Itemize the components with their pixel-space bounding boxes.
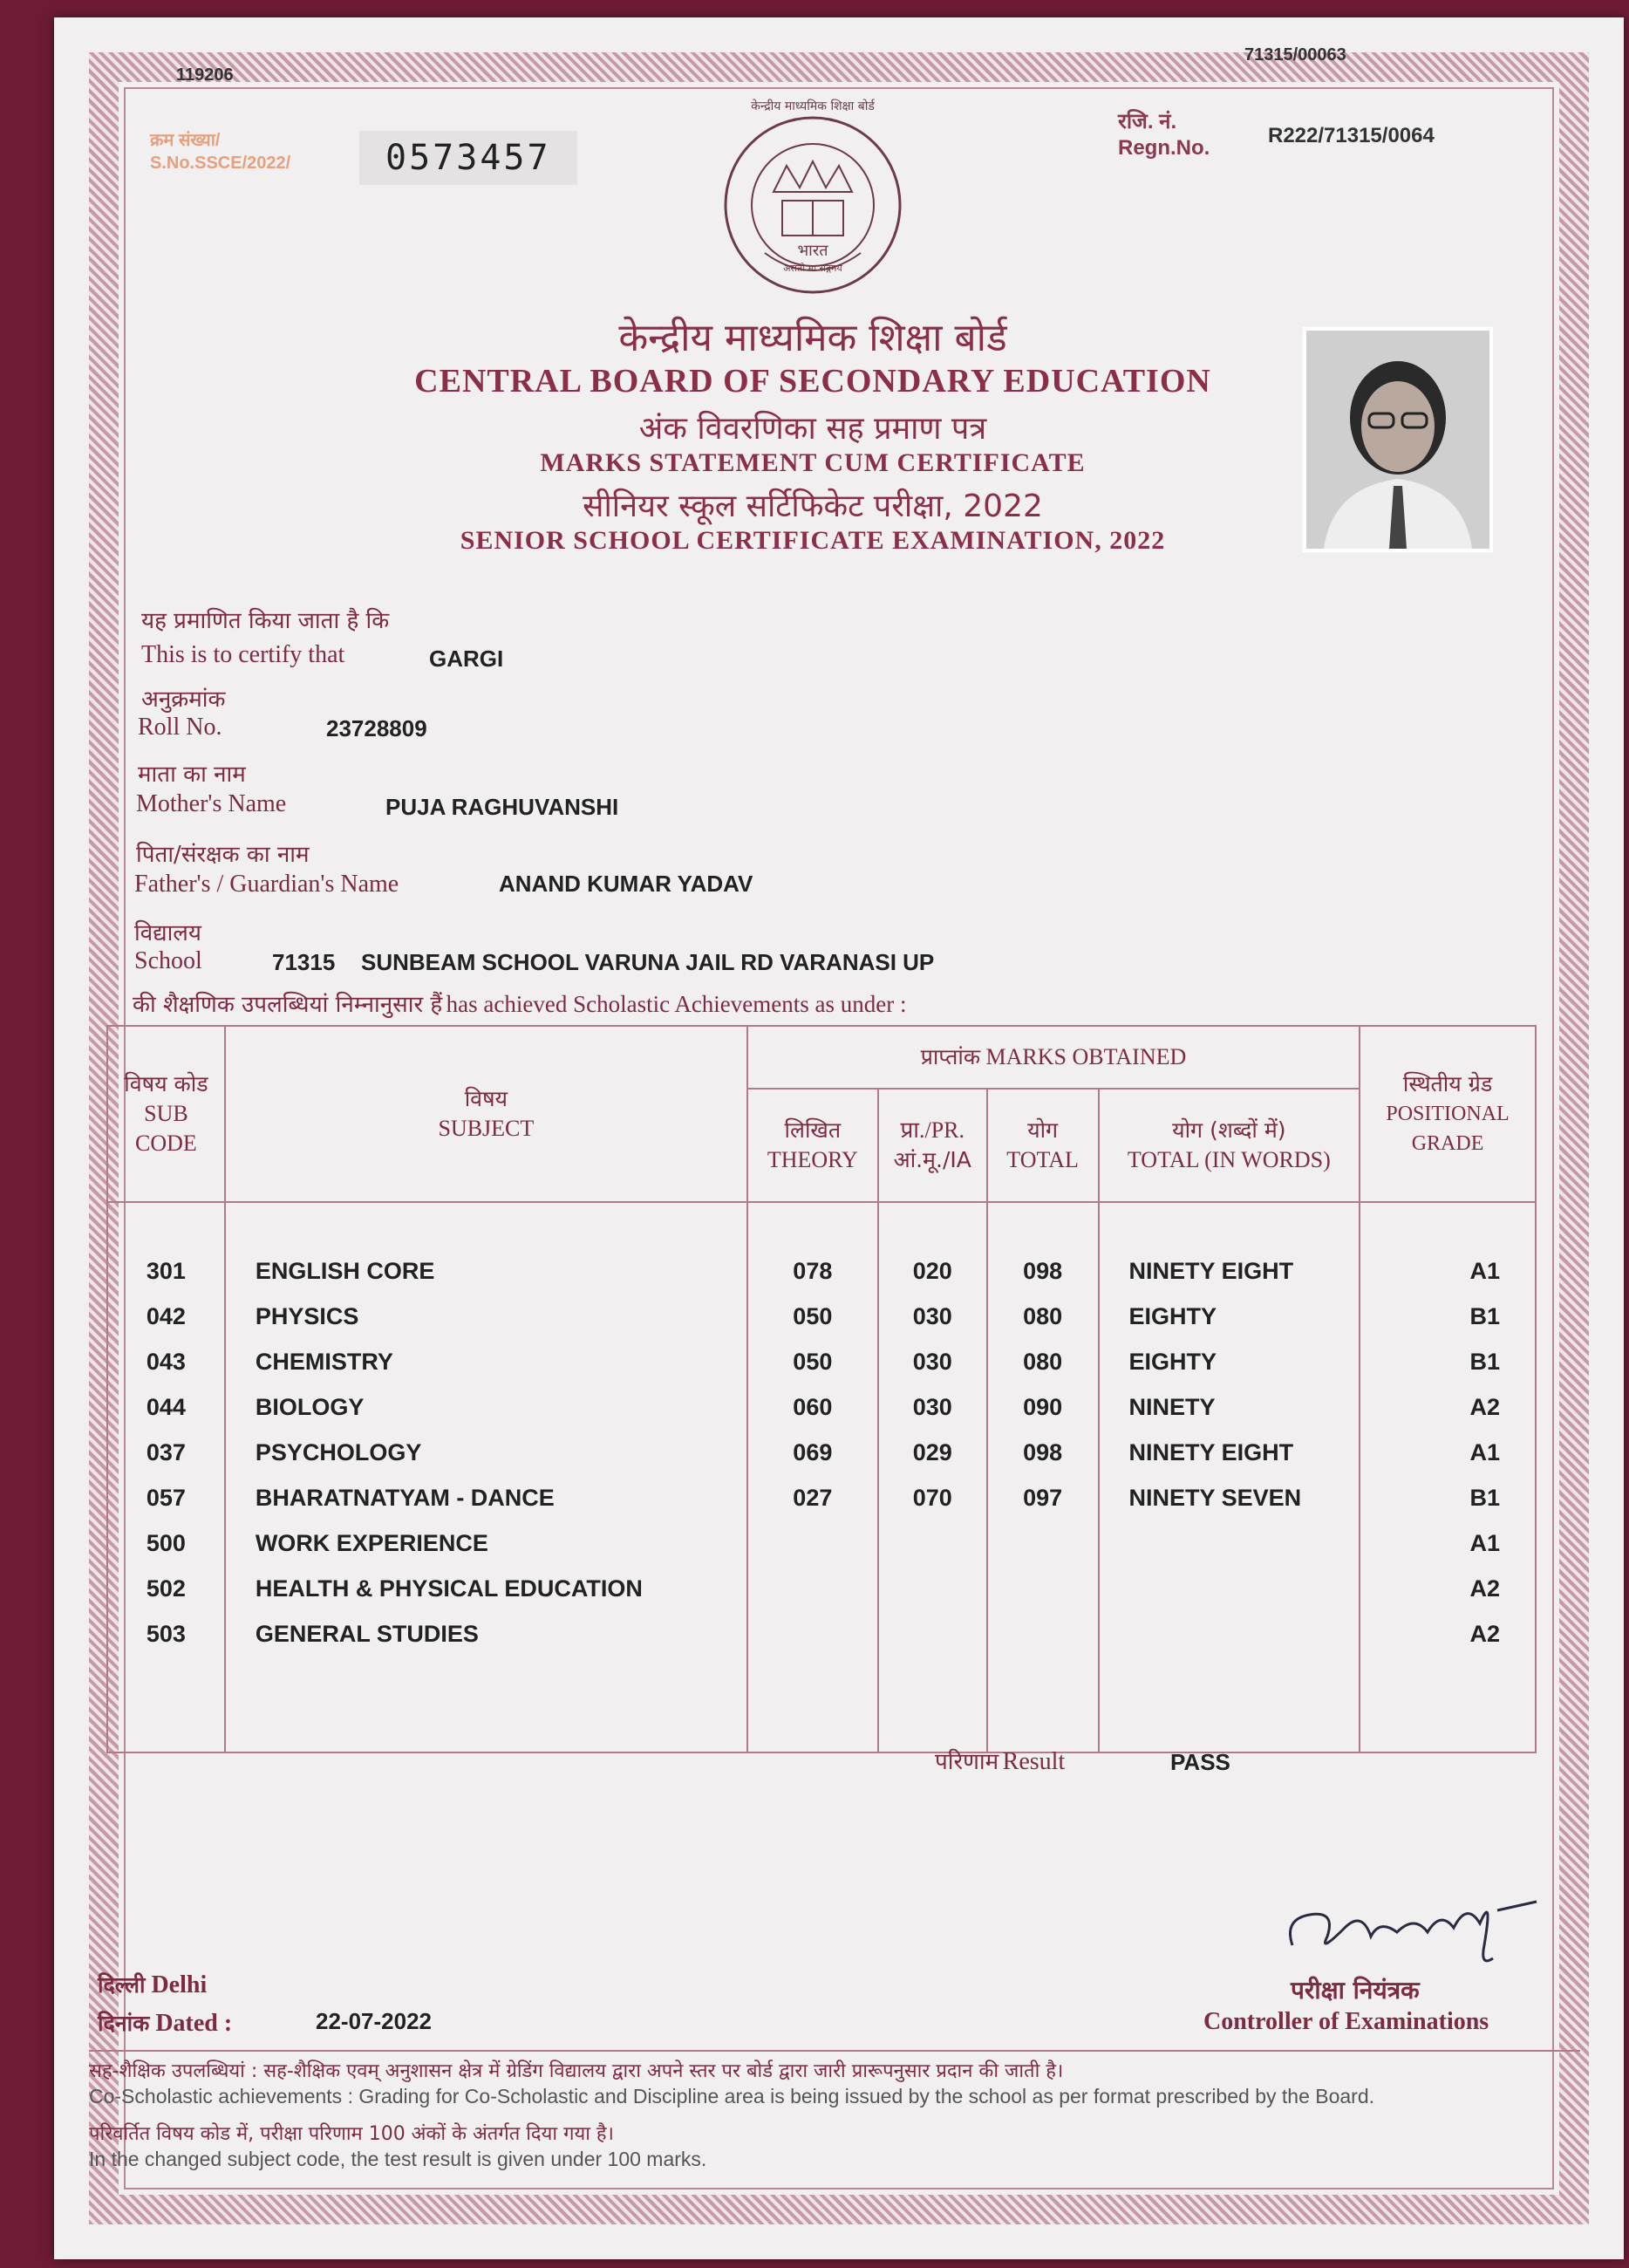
sub-code-cell: 057 [107, 1475, 225, 1520]
result-label-en: Result [1002, 1748, 1066, 1775]
school-label-en: School [134, 947, 202, 974]
header-total-words-hi: योग (शब्दों में) [1172, 1117, 1286, 1143]
grade-cell: A1 [1360, 1520, 1536, 1566]
table-row [107, 1430, 1536, 1475]
practical-cell: 020 [878, 1248, 987, 1294]
header-practical-en: आं.मू./IA [893, 1147, 971, 1172]
table-row [107, 1611, 1536, 1657]
table-row [107, 1248, 1536, 1294]
empty-cell [1099, 1657, 1360, 1752]
dated-line [98, 2008, 232, 2038]
theory-cell: 078 [747, 1248, 878, 1294]
header-practical [878, 1089, 987, 1202]
total-cell: 097 [987, 1475, 1099, 1520]
mother-name: PUJA RAGHUVANSHI [385, 794, 619, 820]
achieved-label-hi: की शैक्षणिक उपलब्धियां निम्नानुसार हैं [133, 992, 443, 1018]
place-en: Delhi [151, 1971, 208, 1998]
controller-en: Controller of Examinations [1203, 2008, 1489, 2035]
serial-right: 71315/00063 [1244, 45, 1346, 65]
theory-cell: 050 [747, 1294, 878, 1339]
grade-cell: B1 [1360, 1339, 1536, 1384]
table-row [107, 1566, 1536, 1611]
student-photo [1303, 327, 1493, 552]
total-words-cell: EIGHTY [1099, 1294, 1360, 1339]
emblem-text-top: केन्द्रीय माध्यमिक शिक्षा बोर्ड [751, 99, 875, 113]
total-words-cell [1099, 1566, 1360, 1611]
sr-no-label-hi: क्रम संख्या/ [150, 131, 221, 150]
marks-table [106, 1025, 1537, 1753]
note2-en: In the changed subject code, the test result is given under 100 marks. [89, 2148, 707, 2170]
title-block [298, 310, 1327, 556]
sr-no-value: 0573457 [359, 131, 577, 185]
sub-code-cell: 301 [107, 1248, 225, 1294]
roll-number: 23728809 [326, 715, 427, 741]
header-marks-obtained [747, 1026, 1360, 1089]
issue-date: 22-07-2022 [316, 2008, 432, 2034]
cert-title-en: MARKS STATEMENT CUM CERTIFICATE [540, 448, 1086, 477]
place-line [98, 1970, 207, 1999]
subject-cell: GENERAL STUDIES [225, 1611, 747, 1657]
controller-hi: परीक्षा नियंत्रक [1291, 1976, 1420, 2005]
header-total [987, 1089, 1099, 1202]
note1-hi: सह-शैक्षिक उपलब्धियां : सह-शैक्षिक एवम् अनुशासन क्षेत्र में ग्रेडिंग विद्यालय द्वारा अपने स्तर पर बोर्ड द्वारा जारी प्रारूपनुसार प्रदान की जाती है। [89, 2060, 1064, 2082]
theory-cell: 060 [747, 1384, 878, 1430]
empty-cell [878, 1657, 987, 1752]
theory-cell [747, 1611, 878, 1657]
header-subject [225, 1026, 747, 1202]
table-row [107, 1520, 1536, 1566]
regn-label-en: Regn.No. [1118, 136, 1210, 160]
empty-cell [987, 1657, 1099, 1752]
grade-cell: A2 [1360, 1611, 1536, 1657]
result-line [935, 1745, 1065, 1776]
note1-en: Co-Scholastic achievements : Grading for Co-Scholastic and Discipline area is being issued by the school as per format prescribed by the Board. [89, 2085, 1375, 2107]
cert-title-hi: अंक विवरणिका सह प्रमाण पत्र [638, 411, 987, 447]
father-name: ANAND KUMAR YADAV [499, 871, 753, 897]
subject-cell: PHYSICS [225, 1294, 747, 1339]
roll-label-en: Roll No. [138, 714, 222, 741]
header-theory [747, 1089, 878, 1202]
header-total-en: TOTAL [1006, 1147, 1079, 1172]
school-code: 71315 [272, 949, 336, 975]
header-total-words [1099, 1089, 1360, 1202]
total-cell [987, 1566, 1099, 1611]
note2-hi: परिवर्तित विषय कोड में, परीक्षा परिणाम 100 अंकों के अंतर्गत दिया गया है। [89, 2123, 614, 2145]
achieved-label-en: has achieved Scholastic Achievements as under : [446, 991, 907, 1017]
sub-code-cell: 044 [107, 1384, 225, 1430]
student-photo-icon [1306, 331, 1489, 549]
header-subject-hi: विषय [464, 1086, 508, 1111]
practical-cell: 070 [878, 1475, 987, 1520]
total-cell [987, 1611, 1099, 1657]
total-words-cell [1099, 1520, 1360, 1566]
header-grade [1360, 1026, 1536, 1202]
footer-divider [89, 2050, 1580, 2052]
header-subject-en: SUBJECT [438, 1116, 535, 1141]
header-sub-code-en1: SUB [144, 1101, 188, 1126]
certify-label-hi: यह प्रमाणित किया जाता है कि [141, 608, 390, 634]
header-total-words-en: TOTAL (IN WORDS) [1127, 1147, 1331, 1172]
practical-cell: 030 [878, 1294, 987, 1339]
table-row [107, 1339, 1536, 1384]
subject-cell: BHARATNATYAM - DANCE [225, 1475, 747, 1520]
practical-cell: 029 [878, 1430, 987, 1475]
total-words-cell [1099, 1611, 1360, 1657]
mother-label-en: Mother's Name [136, 790, 287, 817]
header-total-hi: योग [1027, 1117, 1059, 1143]
emblem-text-bottom: भारत [797, 242, 828, 260]
header-grade-en2: GRADE [1411, 1132, 1484, 1155]
exam-title-en: SENIOR SCHOOL CERTIFICATE EXAMINATION, 2022 [460, 526, 1166, 555]
header-marks-en: MARKS OBTAINED [985, 1044, 1187, 1069]
empty-cell [107, 1657, 225, 1752]
sr-no-label [150, 129, 290, 174]
header-theory-hi: लिखित [784, 1117, 842, 1143]
header-sub-code-hi: विषय कोड [124, 1071, 208, 1096]
achieved-line [133, 987, 907, 1019]
practical-cell [878, 1520, 987, 1566]
sub-code-cell: 037 [107, 1430, 225, 1475]
certificate-paper [54, 17, 1624, 2259]
total-cell: 080 [987, 1294, 1099, 1339]
theory-cell [747, 1520, 878, 1566]
table-row [107, 1475, 1536, 1520]
total-cell: 098 [987, 1430, 1099, 1475]
regn-label-hi: रजि. नं. [1118, 110, 1177, 133]
place-hi: दिल्ली [98, 1972, 146, 1998]
serial-left: 119206 [176, 65, 234, 85]
sub-code-cell: 500 [107, 1520, 225, 1566]
theory-cell: 069 [747, 1430, 878, 1475]
table-filler-row [107, 1657, 1536, 1752]
header-sub-code-en2: CODE [135, 1131, 197, 1156]
subject-cell: BIOLOGY [225, 1384, 747, 1430]
header-marks-hi: प्राप्तांक [920, 1044, 981, 1069]
grade-cell: B1 [1360, 1294, 1536, 1339]
board-title-hi: केन्द्रीय माध्यमिक शिक्षा बोर्ड [618, 316, 1007, 360]
header-theory-en: THEORY [767, 1147, 858, 1172]
theory-cell: 027 [747, 1475, 878, 1520]
certify-label-en: This is to certify that [141, 641, 345, 668]
total-words-cell: NINETY SEVEN [1099, 1475, 1360, 1520]
empty-cell [225, 1657, 747, 1752]
father-label-hi: पिता/संरक्षक का नाम [136, 842, 310, 868]
grade-cell: A2 [1360, 1566, 1536, 1611]
dated-en: Dated : [155, 2010, 233, 2037]
table-row [107, 1384, 1536, 1430]
header-grade-hi: स्थितीय ग्रेड [1402, 1071, 1493, 1096]
regn-label [1118, 109, 1210, 161]
school-name: SUNBEAM SCHOOL VARUNA JAIL RD VARANASI UP [361, 949, 935, 975]
sub-code-cell: 043 [107, 1339, 225, 1384]
board-title-en: CENTRAL BOARD OF SECONDARY EDUCATION [414, 363, 1211, 400]
total-words-cell: NINETY EIGHT [1099, 1430, 1360, 1475]
total-cell: 080 [987, 1339, 1099, 1384]
practical-cell: 030 [878, 1339, 987, 1384]
sub-code-cell: 502 [107, 1566, 225, 1611]
theory-cell: 050 [747, 1339, 878, 1384]
subject-cell: CHEMISTRY [225, 1339, 747, 1384]
theory-cell [747, 1566, 878, 1611]
grade-cell: A1 [1360, 1430, 1536, 1475]
school-label-hi: विद्यालय [134, 920, 202, 946]
total-cell [987, 1520, 1099, 1566]
header-practical-hi: प्रा./PR. [900, 1117, 964, 1143]
mother-label-hi: माता का नाम [138, 762, 246, 788]
practical-cell: 030 [878, 1384, 987, 1430]
roll-label-hi: अनुक्रमांक [141, 687, 226, 713]
subject-cell: WORK EXPERIENCE [225, 1520, 747, 1566]
regn-value: R222/71315/0064 [1268, 124, 1435, 147]
grade-cell: B1 [1360, 1475, 1536, 1520]
subject-cell: ENGLISH CORE [225, 1248, 747, 1294]
total-words-cell: EIGHTY [1099, 1339, 1360, 1384]
empty-cell [747, 1657, 878, 1752]
grade-cell: A2 [1360, 1384, 1536, 1430]
father-label-en: Father's / Guardian's Name [134, 871, 399, 898]
dated-hi: दिनांक [98, 2011, 150, 2036]
student-name: GARGI [429, 646, 504, 672]
header-grade-en1: POSITIONAL [1386, 1103, 1510, 1125]
total-cell: 098 [987, 1248, 1099, 1294]
exam-title-hi: सीनियर स्कूल सर्टिफिकेट परीक्षा, 2022 [583, 488, 1043, 524]
total-cell: 090 [987, 1384, 1099, 1430]
emblem-motto: असतो मा सद्गमय [783, 263, 842, 274]
subject-cell: HEALTH & PHYSICAL EDUCATION [225, 1566, 747, 1611]
total-words-cell: NINETY [1099, 1384, 1360, 1430]
table-row [107, 1294, 1536, 1339]
total-words-cell: NINETY EIGHT [1099, 1248, 1360, 1294]
practical-cell [878, 1611, 987, 1657]
sr-no-label-en: S.No.SSCE/2022/ [150, 154, 291, 173]
practical-cell [878, 1566, 987, 1611]
sub-code-cell: 042 [107, 1294, 225, 1339]
header-sub-code [107, 1026, 225, 1202]
sub-code-cell: 503 [107, 1611, 225, 1657]
grade-cell: A1 [1360, 1248, 1536, 1294]
result-label-hi: परिणाम [935, 1749, 999, 1775]
signature-icon [1275, 1875, 1554, 1971]
subject-cell: PSYCHOLOGY [225, 1430, 747, 1475]
result-value: PASS [1170, 1749, 1230, 1775]
empty-cell [1360, 1657, 1536, 1752]
